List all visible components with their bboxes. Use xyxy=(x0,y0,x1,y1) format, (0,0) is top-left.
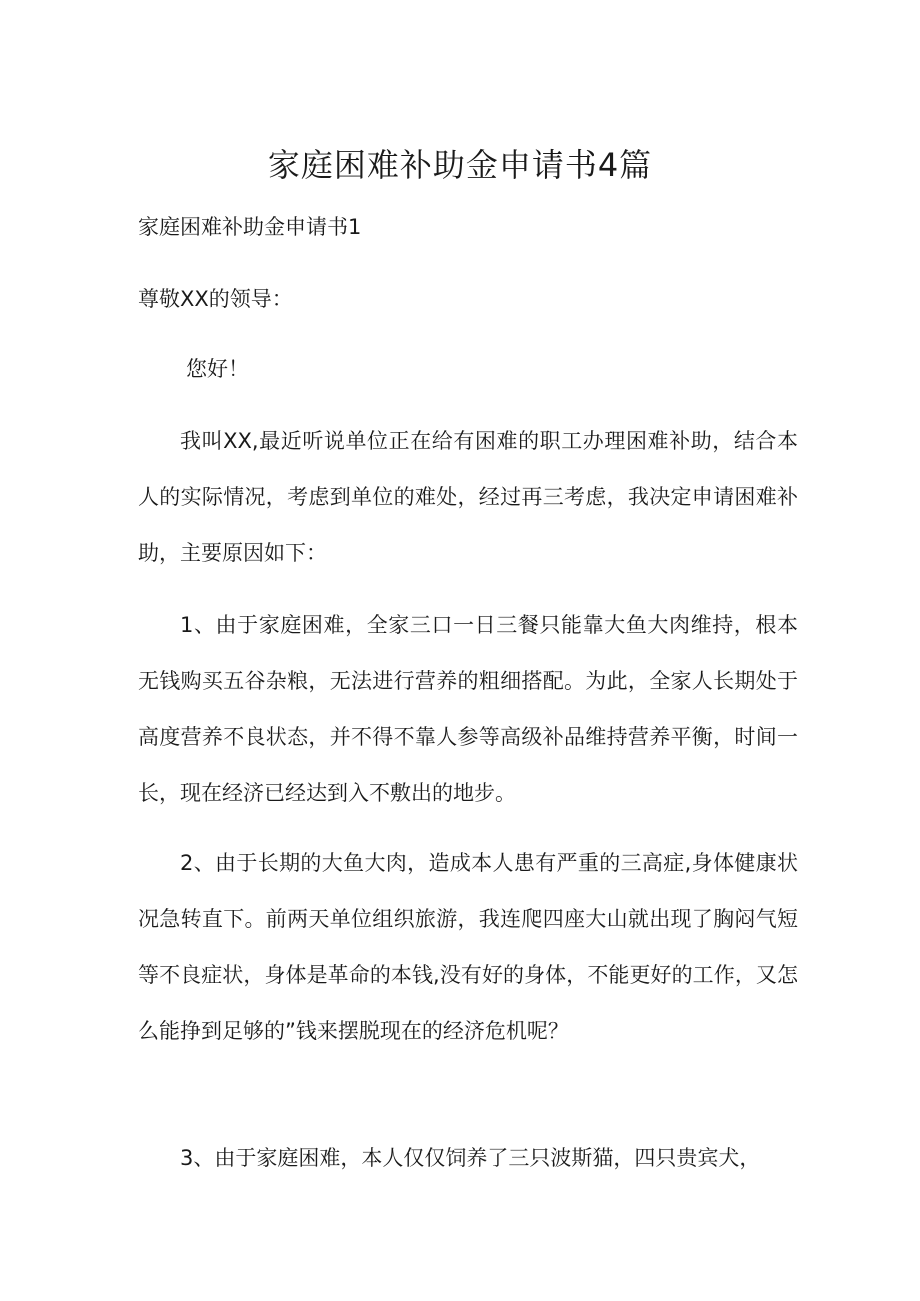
intro-paragraph: 我叫XX,最近听说单位正在给有困难的职工办理困难补助，结合本人的实际情况，考虑到单位的难处，经过再三考虑，我决定申请困难补助，主要原因如下： xyxy=(138,429,798,565)
greeting: 您好！ xyxy=(186,357,249,381)
document-title: 家庭困难补助金申请书4篇 xyxy=(267,146,653,184)
reason-1-paragraph: 1、由于家庭困难，全家三口一日三餐只能靠大鱼大肉维持，根本无钱购买五谷杂粮，无法进行营养的粗细搭配。为此，全家人长期处于高度营养不良状态，并不得不靠人参等高级补品维持营养平衡，时间一长，现在经济已经达到入不敷出的地步。 xyxy=(138,613,798,805)
reason-3-paragraph: 3、由于家庭困难，本人仅仅饲养了三只波斯猫，四只贵宾犬， xyxy=(180,1146,761,1170)
salutation: 尊敬XX的领导： xyxy=(138,287,293,311)
document-subtitle: 家庭困难补助金申请书1 xyxy=(138,215,362,239)
reason-2-paragraph: 2、由于长期的大鱼大肉，造成本人患有严重的三高症,身体健康状况急转直下。前两天单位组织旅游，我连爬四座大山就出现了胸闷气短等不良症状，身体是革命的本钱,没有好的身体，不能更好的工作，又怎么能挣到足够的”钱来摆脱现在的经济危机呢？ xyxy=(138,851,798,1043)
